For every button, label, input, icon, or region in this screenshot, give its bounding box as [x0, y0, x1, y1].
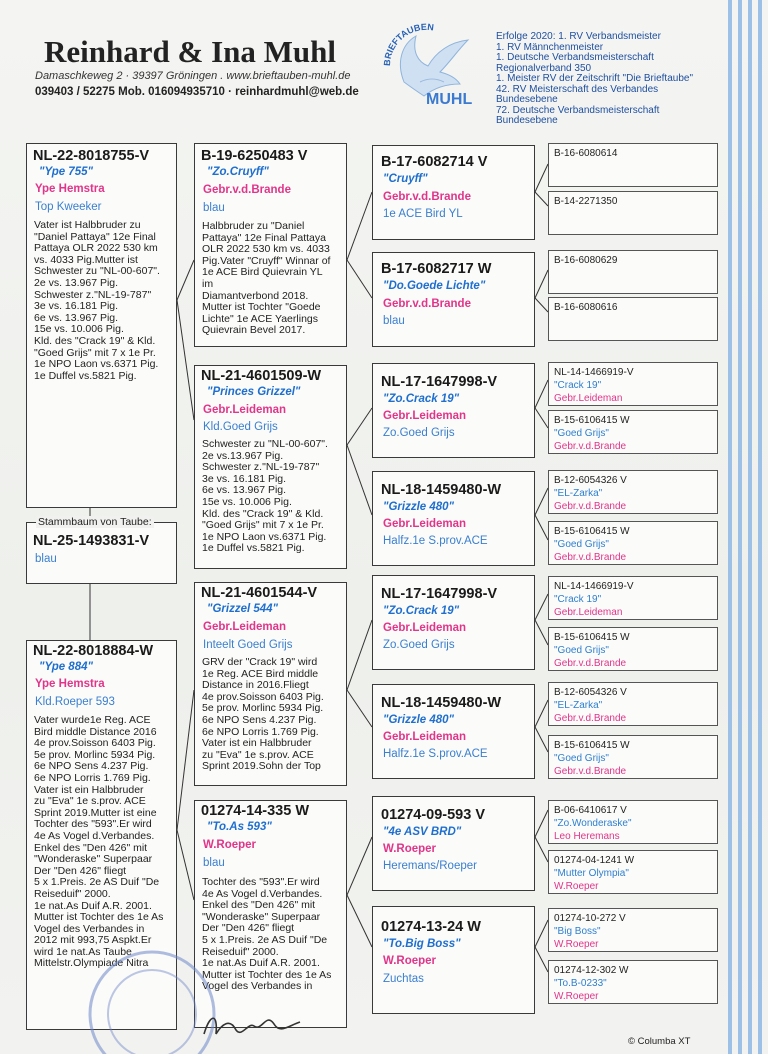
grandparent-card[interactable]: [194, 365, 347, 569]
ancestor-card[interactable]: B-15-6106415 W "Goed Grijs" Gebr.v.d.Brande: [548, 410, 718, 454]
ring-number: B-19-6250483 V: [201, 148, 308, 164]
ring-number: NL-21-4601544-V: [201, 585, 318, 601]
breeder-name: Ype Hemstra: [35, 678, 105, 690]
pigeon-name: "To.Big Boss": [383, 938, 461, 950]
pigeon-color: Zuchtas: [383, 973, 424, 985]
breeder-name: Ype Hemstra: [35, 183, 105, 195]
ring-number: NL-18-1459480-W: [381, 695, 502, 711]
ancestor-card[interactable]: NL-14-1466919-V "Crack 19" Gebr.Leideman: [548, 576, 718, 620]
ancestor-card[interactable]: B-12-6054326 V "EL-Zarka" Gebr.v.d.Brande: [548, 470, 718, 514]
ancestor-card[interactable]: B-06-6410617 V "Zo.Wonderaske" Leo Heremans: [548, 800, 718, 844]
ring-number: B-17-6082717 W: [381, 261, 492, 277]
sire-card[interactable]: [26, 143, 177, 508]
pigeon-name: "Grizzel 544": [207, 603, 278, 615]
pedigree-description: Tochter des "593".Er wird 4e As Vogel d.Verbandes. Enkel des "Den 426" mit "Wonderaske" Superpaar Der "Den 426" fliegt 5 x 1.Preis. 2e AS Duif "De Reiseduif" 2000. 1e nat.As Duif A.R. 2001. Mutter ist Tochter des 1e As Vogel des Verbandes in: [202, 876, 332, 993]
pedigree-description: Halbbruder zu "Daniel Pattaya" 12e Final Pattaya OLR 2022 530 km vs. 4033 Pig.Vater "Cruyff" Winnar of 1e ACE Bird Quievrain YL im Diamantverbond 2018. Mutter ist Tochter "Goede Lichte" 1e ACE Yaerlings Quievrain Bevel 2017.: [202, 220, 331, 337]
ancestor-card[interactable]: B-16-6080629: [548, 250, 718, 294]
pigeon-color: Inteelt Goed Grijs: [203, 639, 293, 651]
ring-number: NL-25-1493831-V: [33, 533, 150, 549]
pigeon-color: blau: [35, 553, 57, 565]
logo-bottom-text: MUHL: [426, 91, 473, 108]
ring-number: 01274-14-335 W: [201, 803, 310, 819]
ancestor-card[interactable]: 01274-10-272 V "Big Boss" W.Roeper: [548, 908, 718, 952]
pigeon-color: Halfz.1e S.prov.ACE: [383, 535, 488, 547]
ancestor-card[interactable]: NL-14-1466919-V "Crack 19" Gebr.Leideman: [548, 362, 718, 406]
ring-number: NL-22-8018755-V: [33, 148, 150, 164]
great-grandparent-card[interactable]: [372, 471, 535, 566]
grandparent-card[interactable]: [194, 582, 347, 786]
pigeon-color: Heremans/Roeper: [383, 860, 477, 872]
ring-number: NL-17-1647998-V: [381, 586, 498, 602]
achievement-line: Regionalverband 350: [496, 62, 592, 74]
grandparent-card[interactable]: [194, 143, 347, 347]
pigeon-color: Halfz.1e S.prov.ACE: [383, 748, 488, 760]
ancestor-card[interactable]: B-16-6080616: [548, 297, 718, 341]
pigeon-name: "Grizzle 480": [383, 501, 454, 513]
ancestor-card[interactable]: B-16-6080614: [548, 143, 718, 187]
achievement-line: 1. Deutsche Verbandsmeisterschaft: [496, 52, 654, 63]
copyright-footer: © Columba XT: [628, 1036, 691, 1047]
pigeon-name: "Ype 755": [39, 166, 93, 178]
breeder-name: W.Roeper: [383, 955, 437, 967]
subject-card[interactable]: [26, 522, 177, 584]
ancestor-card[interactable]: B-15-6106415 W "Goed Grijs" Gebr.v.d.Brande: [548, 735, 718, 779]
achievement-line: Bundesebene: [496, 115, 558, 126]
signature-icon: [196, 1004, 316, 1050]
great-grandparent-card[interactable]: [372, 252, 535, 347]
breeder-name: Gebr.v.d.Brande: [203, 184, 291, 196]
ring-number: B-17-6082714 V: [381, 154, 488, 170]
ring-number: 01274-09-593 V: [381, 807, 485, 823]
breeder-name: W.Roeper: [383, 843, 437, 855]
logo-top-text: BRIEFTAUBEN: [381, 22, 435, 67]
pigeon-name: "Zo.Crack 19": [383, 605, 460, 617]
pedigree-description: Vater ist Halbbruder zu "Daniel Pattaya" 12e Final Pattaya OLR 2022 530 km vs. 4033 Pig.Mutter ist Schwester zu "NL-00-607". 2e vs. 13.967 Pig. Schwester z."NL-19-787" 3e vs. 16.181 Pig. 6e vs. 13.967 Pig. 15e vs. 10.006 Pig. Kld. des "Crack 19" & Kld. "Goed Grijs" mit 7 x 1e Pr. 1e NPO Laon vs.6371 Pig. 1e Duffel vs.5821 Pig.: [34, 219, 160, 382]
pigeon-name: "Grizzle 480": [383, 714, 454, 726]
pigeon-name: "Do.Goede Lichte": [383, 280, 486, 292]
breeder-contact: 039403 / 52275 Mob. 016094935710 · reinhardmuhl@web.de: [35, 86, 359, 98]
achievement-line: 72. Deutsche Verbandsmeisterschaft: [496, 104, 660, 116]
great-grandparent-card[interactable]: [372, 906, 535, 1014]
pigeon-name: "Zo.Cruyff": [207, 166, 269, 178]
pigeon-color: Zo.Goed Grijs: [383, 427, 455, 439]
ancestor-card[interactable]: B-12-6054326 V "EL-Zarka" Gebr.v.d.Brande: [548, 682, 718, 726]
pigeon-color: 1e ACE Bird YL: [383, 208, 463, 220]
pigeon-color: blau: [383, 315, 405, 327]
ring-number: NL-17-1647998-V: [381, 374, 498, 390]
pigeon-name: "Ype 884": [39, 661, 93, 673]
ring-number: 01274-13-24 W: [381, 919, 481, 935]
achievement-line: 42. RV Meisterschaft des Verbandes: [496, 83, 659, 95]
achievement-line: 1. RV Männchenmeister: [496, 41, 604, 53]
great-grandparent-card[interactable]: [372, 145, 535, 240]
achievement-line: 1. Meister RV der Zeitschrift "Die Brieftaube": [496, 73, 693, 84]
breeder-name: Gebr.v.d.Brande: [383, 298, 471, 310]
ancestor-card[interactable]: B-15-6106415 W "Goed Grijs" Gebr.v.d.Brande: [548, 627, 718, 671]
stammbaum-label: Stammbaum von Taube:: [38, 516, 152, 528]
breeder-title: Reinhard & Ina Muhl: [44, 34, 336, 69]
pigeon-color: Zo.Goed Grijs: [383, 639, 455, 651]
breeder-name: W.Roeper: [203, 839, 257, 851]
breeder-name: Gebr.v.d.Brande: [383, 191, 471, 203]
achievement-line: Erfolge 2020: 1. RV Verbandsmeister: [496, 31, 661, 42]
breeder-name: Gebr.Leideman: [203, 621, 287, 633]
breeder-name: Gebr.Leideman: [383, 410, 467, 422]
ancestor-card[interactable]: B-15-6106415 W "Goed Grijs" Gebr.v.d.Brande: [548, 521, 718, 565]
breeder-name: Gebr.Leideman: [203, 404, 287, 416]
pigeon-color: blau: [203, 857, 225, 869]
pigeon-color: Top Kweeker: [35, 201, 102, 213]
breeder-name: Gebr.Leideman: [383, 731, 467, 743]
breeder-name: Gebr.Leideman: [383, 518, 467, 530]
breeder-name: Gebr.Leideman: [383, 622, 467, 634]
great-grandparent-card[interactable]: [372, 363, 535, 458]
great-grandparent-card[interactable]: [372, 575, 535, 670]
ring-number: NL-18-1459480-W: [381, 482, 502, 498]
pigeon-name: "To.As 593": [207, 821, 272, 833]
pedigree-description: GRV der "Crack 19" wird 1e Reg. ACE Bird middle Distance in 2016.Fliegt 4e prov.Soisson 6403 Pig. 5e prov. Morlinc 5934 Pig. 6e NPO Sens 4.237 Pig. 6e NPO Lorris 1.769 Pig. Vater ist ein Halbbruder zu "Eva" 1e s.prov. ACE Sprint 2019.Sohn der Top: [202, 656, 324, 773]
ancestor-card[interactable]: 01274-04-1241 W "Mutter Olympia" W.Roeper: [548, 850, 718, 894]
pigeon-color: Kld.Roeper 593: [35, 696, 115, 708]
pigeon-color: blau: [203, 202, 225, 214]
great-grandparent-card[interactable]: [372, 796, 535, 891]
great-grandparent-card[interactable]: [372, 684, 535, 779]
achievement-line: Bundesebene: [496, 94, 558, 105]
pedigree-description: Schwester zu "NL-00-607". 2e vs.13.967 Pig. Schwester z."NL-19-787" 3e vs. 16.181 Pig. 6e vs. 13.967 Pig. 15e vs. 10.006 Pig. Kld. des "Crack 19" & Kld. "Goed Grijs" mit 7 x 1e Pr. 1e NPO Laon vs.6371 Pig. 1e Duffel vs.5821 Pig.: [202, 438, 328, 555]
ancestor-card[interactable]: 01274-12-302 W "To.B-0233" W.Roeper: [548, 960, 718, 1004]
pigeon-color: Kld.Goed Grijs: [203, 421, 278, 433]
breeder-address: Damaschkeweg 2 · 39397 Gröningen . www.brieftauben-muhl.de: [35, 70, 351, 82]
pigeon-name: "4e ASV BRD": [383, 826, 462, 838]
pigeon-name: "Princes Grizzel": [207, 386, 301, 398]
ring-number: NL-21-4601509-W: [201, 368, 322, 384]
pedigree-description: Vater wurde1e Reg. ACE Bird middle Distance 2016 4e prov.Soisson 6403 Pig. 5e prov. Morlinc 5934 Pig. 6e NPO Sens 4.237 Pig. 6e NPO Lorris 1.769 Pig. Vater ist ein Halbbruder zu "Eva" 1e s.prov. ACE Sprint 2019.Mutter ist eine Tochter des "593".Er wird 4e As Vogel d.Verbandes. Enkel des "Den 426" mit "Wonderaske" Superpaar Der "Den 426" fliegt 5 x 1.Preis. 2e AS Duif "De Reiseduif" 2000. 1e nat.As Duif A.R. 2001. Mutter ist Tochter des 1e As Vogel des Verbandes in 2012 mit 993,75 Aspkt.Er wird 1e nat.As Taube Mittelstr.Olympiade Nitra: [34, 714, 164, 970]
ring-number: NL-22-8018884-W: [33, 643, 154, 659]
pigeon-name: "Cruyff": [383, 173, 428, 185]
ancestor-card[interactable]: B-14-2271350: [548, 191, 718, 235]
pigeon-name: "Zo.Crack 19": [383, 393, 460, 405]
